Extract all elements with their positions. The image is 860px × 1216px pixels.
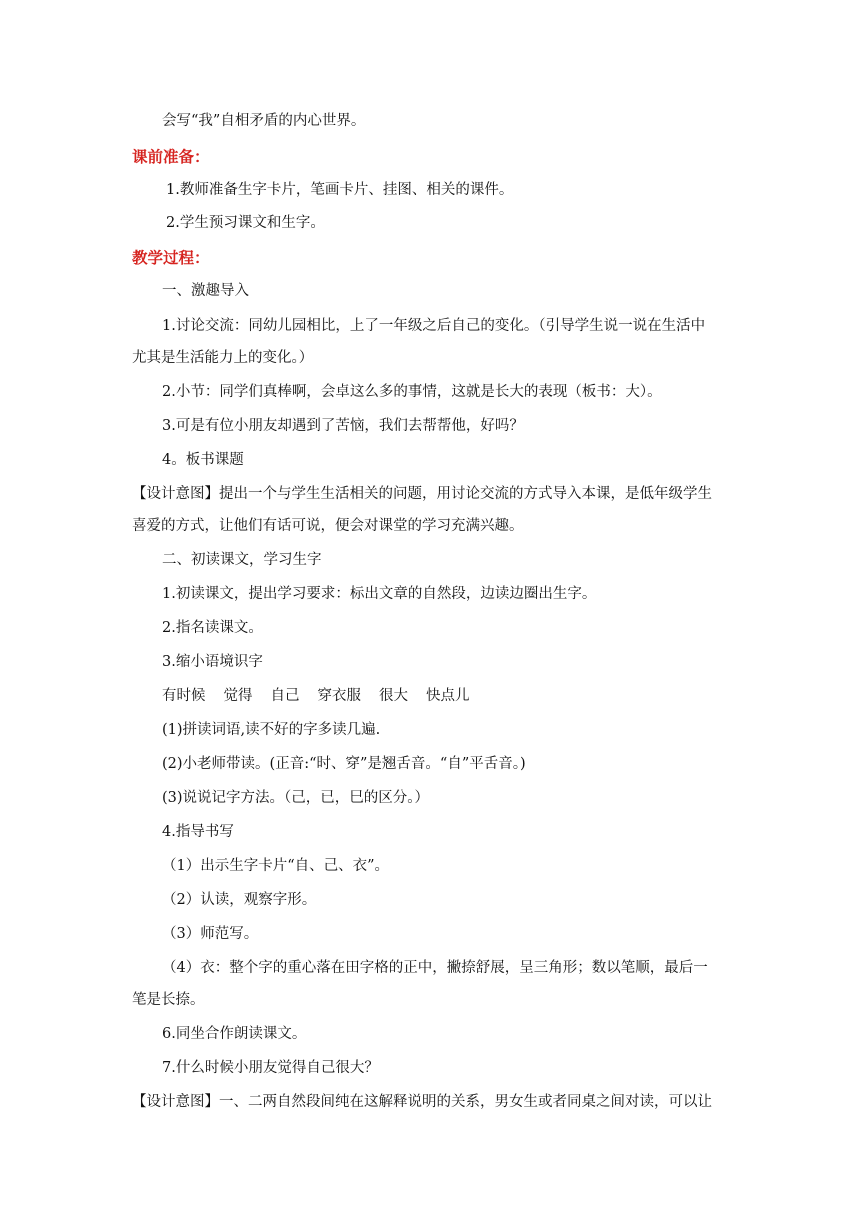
writing-step-1: （1）出示生字卡片“自、己、衣”。 [162,858,390,874]
writing-step-2: （2）认读，观察字形。 [162,892,317,908]
part2-title: 二、初读课文，学习生字 [162,552,322,568]
part2-sub2: (2)小老师带读。(正音:“时、穿”是翘舌音。“自”平舌音。) [162,756,526,772]
word-item: 穿衣服 [317,688,361,704]
part1-design-line1: 【设计意图】提出一个与学生生活相关的问题，用讨论交流的方式导入本课，是低年级学生 [132,486,712,502]
part1-title: 一、激趣导入 [162,283,249,299]
part2-sub3: (3)说说记字方法。（己，已，巳的区分。） [162,790,430,806]
part1-item1-line2: 尤其是生活能力上的变化。） [132,350,314,366]
prep-item-2: 2.学生预习课文和生字。 [166,215,325,231]
word-item: 自己 [270,688,300,704]
part1-item2: 2.小节：同学们真棒啊，会卓这么多的事情，这就是长大的表现（板书：大）。 [162,384,662,400]
intro-text: 会写“我”自相矛盾的内心世界。 [162,113,366,129]
part2-item1: 1.初读课文，提出学习要求：标出文章的自然段，边读边圈出生字。 [162,586,597,602]
word-item: 觉得 [223,688,253,704]
word-item: 很大 [379,688,408,704]
writing-step-4-line1: （4）衣：整个字的重心落在田字格的正中，撇捺舒展，呈三角形；数以笔顺，最后一 [162,960,708,976]
part2-item7: 7.什么时候小朋友觉得自己很大？ [162,1060,379,1076]
part1-item3: 3.可是有位小朋友却遇到了苦恼，我们去帮帮他，好吗？ [162,418,524,434]
word-item: 有时候 [162,688,206,704]
prep-item-1: 1.教师准备生字卡片，笔画卡片、挂图、相关的课件。 [166,182,514,198]
word-item: 快点儿 [426,688,470,704]
part2-item6: 6.同坐合作朗读课文。 [162,1026,307,1042]
word-list [162,686,488,706]
part2-design: 【设计意图】一、二两自然段间纯在这解释说明的关系，男女生或者同桌之间对读，可以让 [132,1094,712,1110]
writing-step-4-line2: 笔是长捺。 [132,992,205,1008]
part2-item2: 2.指名读课文。 [162,620,263,636]
part1-design-line2: 喜爱的方式，让他们有话可说，便会对课堂的学习充满兴趣。 [132,518,524,534]
part2-item3: 3.缩小语境识字 [162,654,263,670]
part2-sub1: (1)拼读词语,读不好的字多读几遍. [162,722,381,738]
part1-item1-line1: 1.讨论交流：同幼儿园相比，上了一年级之后自己的变化。（引导学生说一说在生活中 [162,318,706,334]
part1-item4: 4。板书课题 [162,452,244,468]
heading-process: 教学过程： [132,249,210,267]
heading-prep: 课前准备： [132,148,210,166]
writing-step-3: （3）师范写。 [162,926,259,942]
part2-item4: 4.指导书写 [162,824,234,840]
